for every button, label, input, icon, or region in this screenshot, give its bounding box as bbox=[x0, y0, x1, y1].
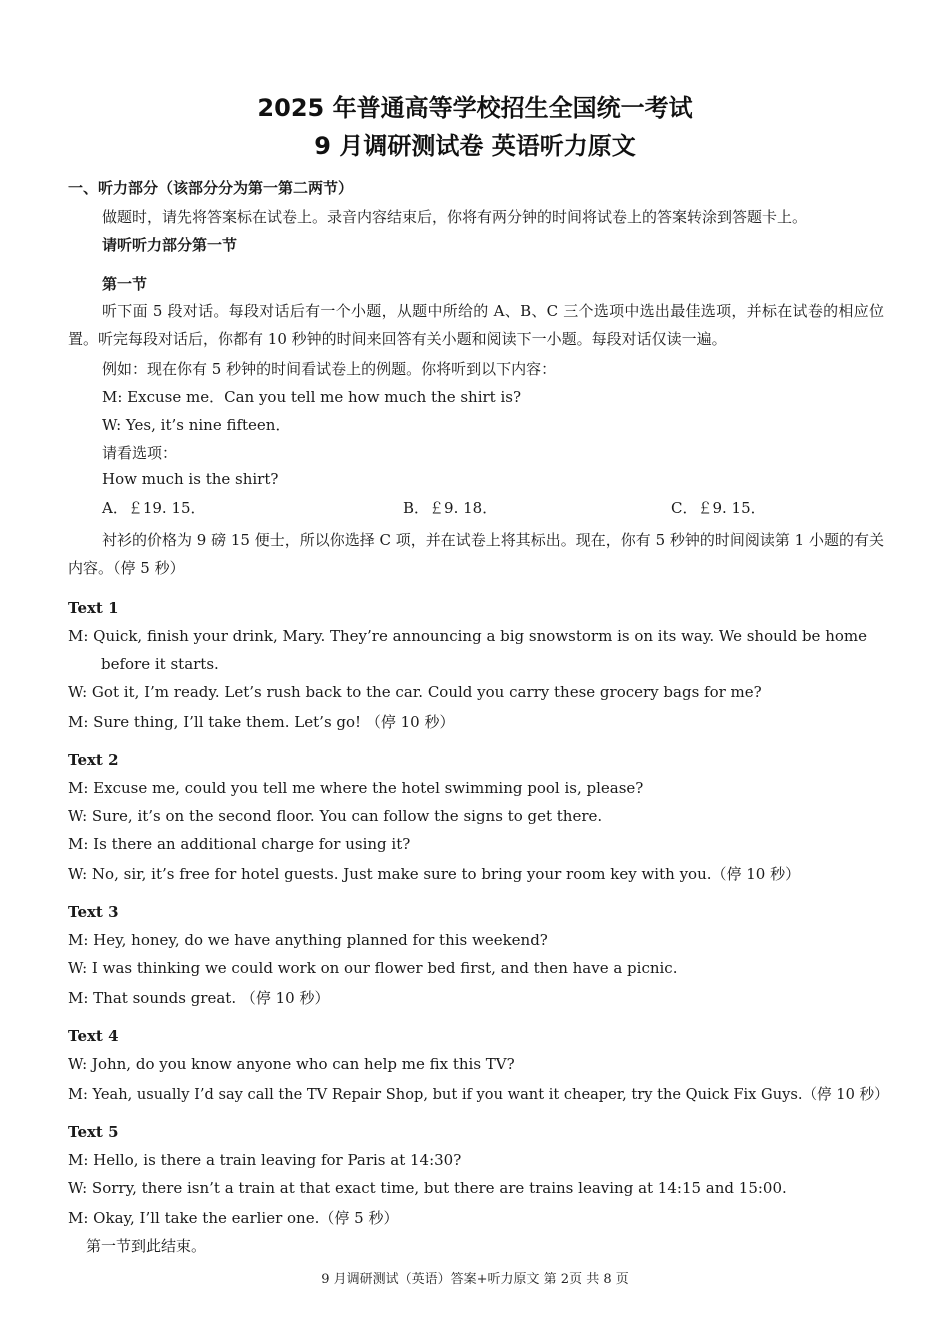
dialogue-line: W: Sorry, there isn’t a train at that exact time, but there are trains leaving at 14:15 and 15:00. bbox=[68, 1179, 787, 1197]
dialogue-line: M: Is there an additional charge for using it? bbox=[68, 835, 411, 853]
dialogue-line: M: Quick, finish your drink, Mary. They’re announcing a big snowstorm is on its way. We should be home before it starts. bbox=[68, 627, 867, 673]
dialogue-line: M: Excuse me, could you tell me where the hotel swimming pool is, please? bbox=[68, 779, 644, 797]
option-a: A．￡19. 15． bbox=[102, 499, 206, 517]
end-note: 第一节到此结束。 bbox=[86, 1237, 207, 1255]
dialogue-line: M: Okay, I’ll take the earlier one.（停 5 秒） bbox=[68, 1209, 399, 1227]
dialogue-line: W: No, sir, it’s free for hotel guests. Just make sure to bring your room key with you.（停 10 秒） bbox=[68, 865, 801, 883]
dialogue-line: W: John, do you know anyone who can help me fix this TV? bbox=[68, 1055, 515, 1073]
text-3-label: Text 3 bbox=[68, 903, 119, 921]
part-title: 第一节 bbox=[102, 275, 148, 293]
dialogue-line: M: Sure thing, I’ll take them. Let’s go! （停 10 秒） bbox=[68, 713, 455, 731]
dialogue-line: M: That sounds great. （停 10 秒） bbox=[68, 989, 330, 1007]
example-line-w: W: Yes, it’s nine fifteen． bbox=[102, 416, 291, 434]
example-intro: 例如：现在你有 5 秒钟的时间看试卷上的例题。你将听到以下内容： bbox=[102, 360, 557, 378]
dialogue-line: W: Got it, I’m ready. Let’s rush back to the car. Could you carry these grocery bags for me? bbox=[68, 683, 762, 701]
example-line-m: M: Excuse me．Can you tell me how much the shirt is? bbox=[102, 388, 522, 406]
options-prompt: 请看选项： bbox=[102, 444, 178, 462]
example-explanation: 衬衫的价格为 9 磅 15 便士，所以你选择 C 项，并在试卷上将其标出。现在，你有 5 秒钟的时间阅读第 1 小题的有关内容。（停 5 秒） bbox=[68, 531, 884, 577]
option-b: B．￡9. 18． bbox=[403, 499, 498, 517]
dialogue-line: M: Yeah, usually I’d say call the TV Repair Shop, but if you want it cheaper, try the Quick Fix Guys.（停 10 秒） bbox=[68, 1086, 889, 1103]
page-footer: 9 月调研测试（英语）答案+听力原文 第 2页 共 8 页 bbox=[321, 1272, 629, 1287]
dialogue-line: W: I was thinking we could work on our flower bed first, and then have a picnic. bbox=[68, 959, 678, 977]
part-intro: 听下面 5 段对话。每段对话后有一个小题，从题中所给的 A、B、C 三个选项中选出最佳选项，并标在试卷的相应位置。听完每段对话后，你都有 10 秒钟的时间来回答有关小题和阅读下一小题。每段对话仅读一遍。 bbox=[68, 302, 884, 348]
text-2-label: Text 2 bbox=[68, 751, 119, 769]
dialogue-line: W: Sure, it’s on the second floor. You can follow the signs to get there. bbox=[68, 807, 603, 825]
section-heading: 一、听力部分（该部分分为第一第二两节） bbox=[68, 179, 354, 197]
text-4-label: Text 4 bbox=[68, 1027, 119, 1045]
text-5-label: Text 5 bbox=[68, 1123, 119, 1141]
document-title: 2025 年普通高等学校招生全国统一考试 bbox=[257, 94, 693, 122]
listen-prompt: 请听听力部分第一节 bbox=[102, 236, 238, 254]
instruction-text: 做题时，请先将答案标在试卷上。录音内容结束后，你将有两分钟的时间将试卷上的答案转涂到答题卡上。 bbox=[102, 208, 808, 226]
dialogue-line: M: Hello, is there a train leaving for Paris at 14:30? bbox=[68, 1151, 462, 1169]
document-subtitle: 9 月调研测试卷 英语听力原文 bbox=[314, 132, 636, 160]
example-question: How much is the shirt? bbox=[102, 470, 279, 488]
dialogue-line: M: Hey, honey, do we have anything planned for this weekend? bbox=[68, 931, 548, 949]
text-1-label: Text 1 bbox=[68, 599, 119, 617]
option-c: C．￡9. 15． bbox=[671, 499, 766, 517]
